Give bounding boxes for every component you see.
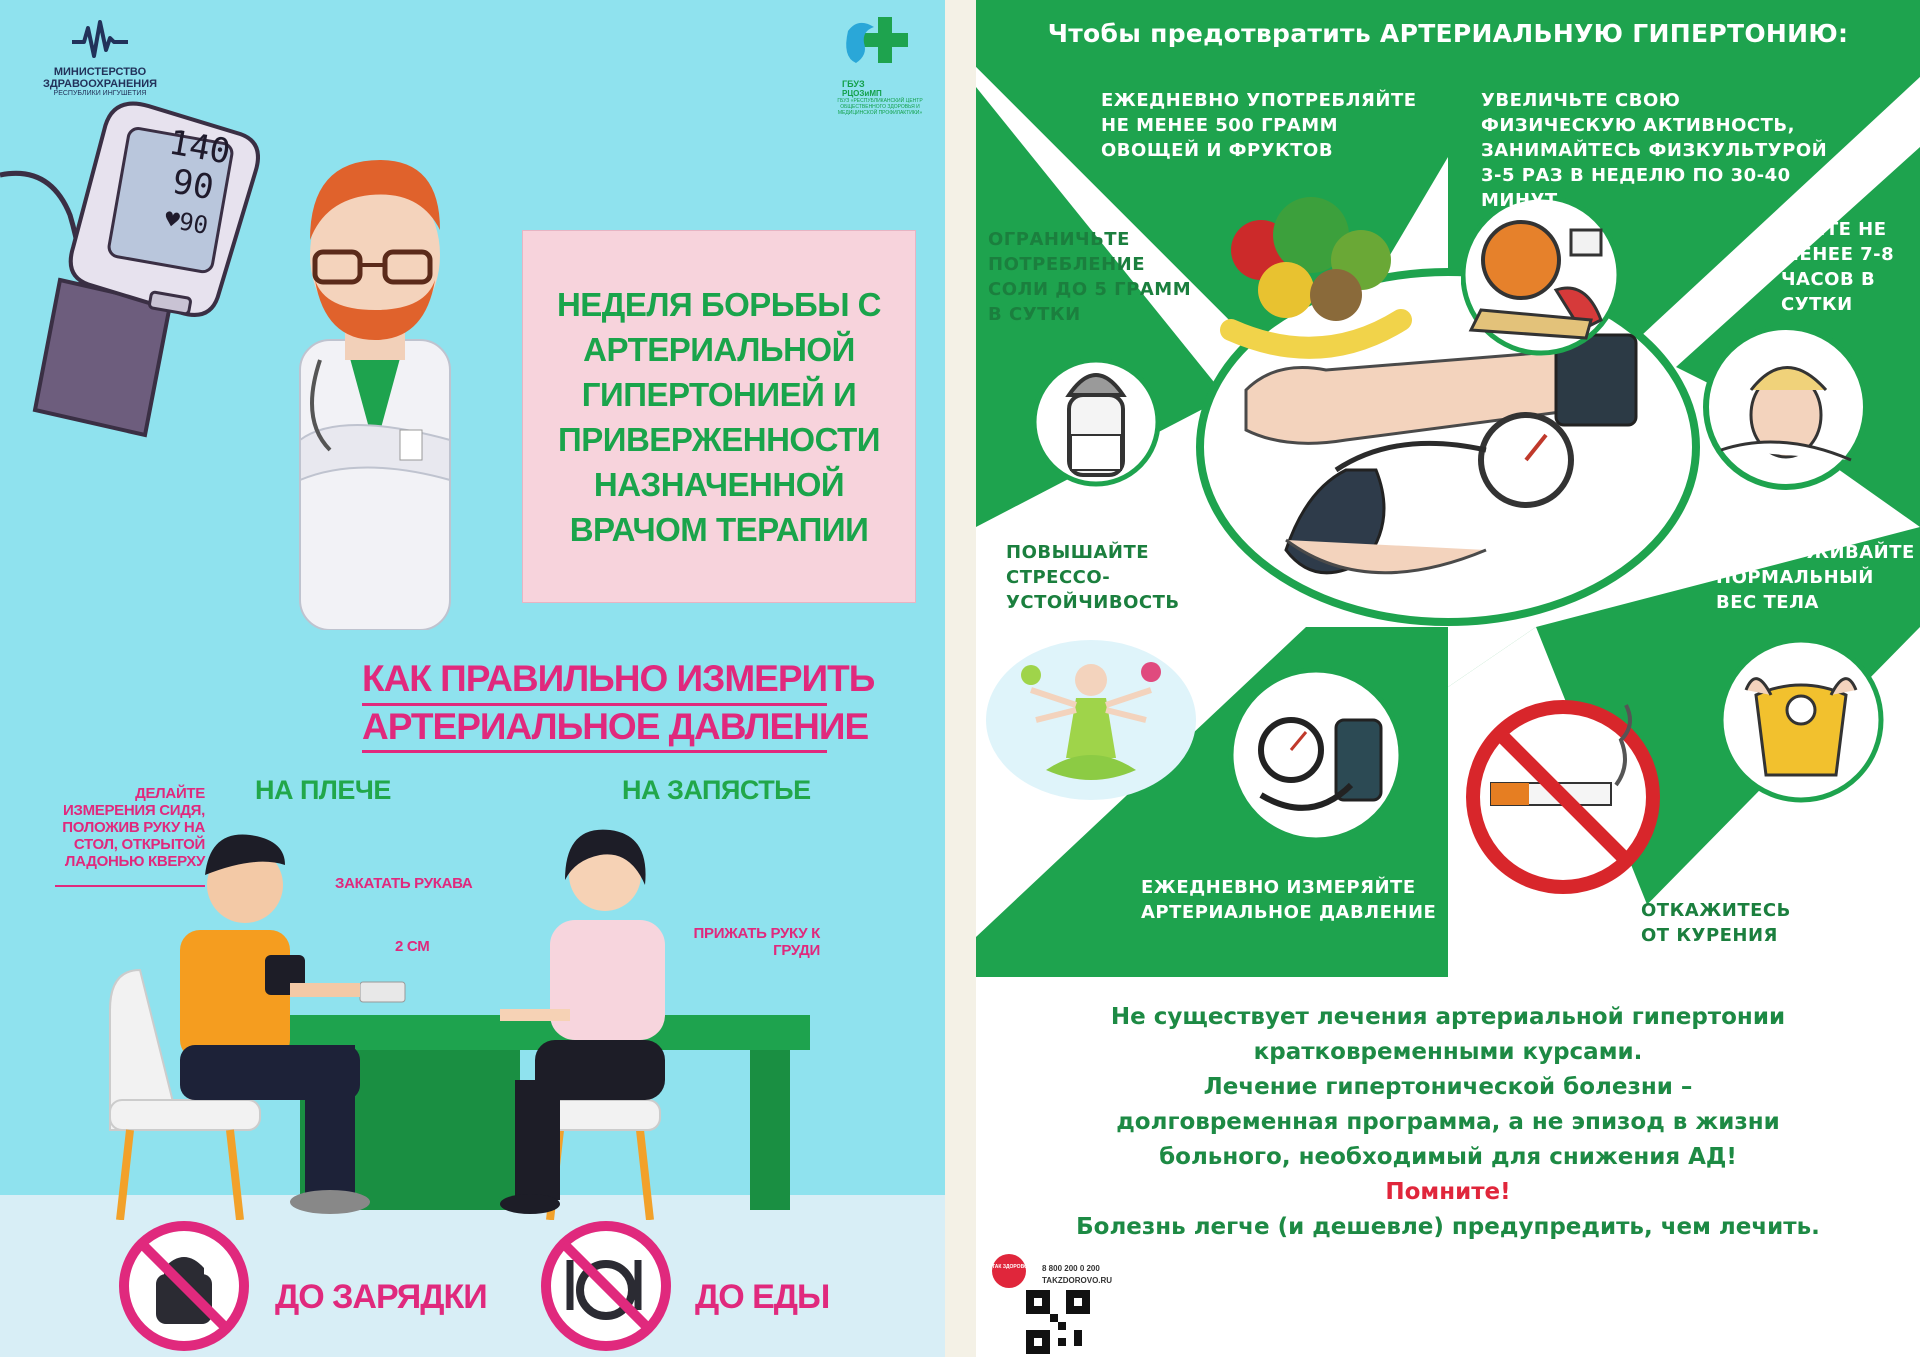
note-sitting: ДЕЛАЙТЕ ИЗМЕРЕНИЯ СИДЯ, ПОЛОЖИВ РУКУ НА СТОЛ, ОТКРЫТОЙ ЛАДОНЬЮ КВЕРХУ: [62, 785, 205, 870]
ministry-line2: ЗДРАВООХРАНЕНИЯ: [42, 78, 158, 90]
week-title: НЕДЕЛЯ БОРЬБЫ С АРТЕРИАЛЬНОЙ ГИПЕРТОНИЕЙ И ПРИВЕРЖЕННОСТИ НАЗНАЧЕННОЙ ВРАЧОМ ТЕРАПИИ: [556, 285, 882, 548]
body-line5: больного, необходимый для снижения АД!: [1159, 1144, 1737, 1170]
shoulder-label: НА ПЛЕЧЕ: [255, 775, 391, 805]
tak-zdorovo-logo-icon: [991, 1253, 1027, 1289]
gbuz-abbr: ГБУЗ: [842, 79, 865, 89]
tonometer-icon: [1221, 665, 1411, 845]
treatment-message: [976, 1000, 1920, 1245]
remember-label: Помните!: [1385, 1179, 1511, 1205]
poster-divider: [945, 0, 976, 1357]
wrist-label: НА ЗАПЯСТЬЕ: [622, 775, 811, 805]
ministry-line3: РЕСПУБЛИКИ ИНГУШЕТИЯ: [53, 90, 147, 97]
bp-diastolic: 90: [169, 161, 217, 209]
ministry-line1: МИНИСТЕРСТВО: [53, 66, 147, 78]
tip-vegetables: ЕЖЕДНЕВНО УПОТРЕБЛЯЙТЕ НЕ МЕНЕЕ 500 ГРАММ ОВОЩЕЙ И ФРУКТОВ: [1101, 90, 1417, 161]
bp-systolic: 140: [165, 122, 234, 173]
prevention-header-text: Чтобы предотвратить АРТЕРИАЛЬНУЮ ГИПЕРТОНИЮ:: [1047, 19, 1849, 48]
tip-sleep: СПИТЕ НЕ МЕНЕЕ 7-8 ЧАСОВ В СУТКИ: [1781, 219, 1895, 315]
note-distance: 2 СМ: [395, 938, 430, 955]
measure-title-line1: КАК ПРАВИЛЬНО ИЗМЕРИТЬ: [362, 658, 875, 699]
qr-code-icon: [1026, 1290, 1090, 1354]
measure-title-line2: АРТЕРИАЛЬНОЕ ДАВЛЕНИЕ: [362, 706, 869, 747]
vegetables-icon: [1191, 180, 1431, 360]
title-underline: [362, 750, 827, 753]
no-exercise-icon: [118, 1220, 250, 1352]
title-underline: [362, 703, 827, 706]
pulse-logo-icon: [70, 18, 130, 62]
prevention-header: [976, 0, 1920, 67]
footer-badge: ТАК ЗДОРОВО: [992, 1264, 1028, 1270]
bp-pulse: 90: [176, 207, 211, 240]
tip-stress: ПОВЫШАЙТЕ СТРЕССО-УСТОЙЧИВОСТЬ: [1006, 542, 1180, 613]
ministry-logo: [30, 18, 170, 97]
tip-salt: ОГРАНИЧЬТЕ ПОТРЕБЛЕНИЕ СОЛИ ДО 5 ГРАММ В СУТКИ: [988, 229, 1192, 325]
gbuz-caption: ГБУЗ «РЕСПУБЛИКАНСКИЙ ЦЕНТР ОБЩЕСТВЕННОГО ЗДОРОВЬЯ И МЕДИЦИНСКОЙ ПРОФИЛАКТИКИ»: [837, 98, 923, 116]
medical-cross-icon: [838, 15, 918, 75]
tip-smoking: ОТКАЖИТЕСЬ ОТ КУРЕНИЯ: [1641, 900, 1791, 946]
note-sleeve: ЗАКАТАТЬ РУКАВА: [335, 875, 473, 892]
no-smoking-icon: [1461, 695, 1666, 900]
body-line3: Лечение гипертонической болезни –: [1203, 1074, 1693, 1100]
tip-activity: УВЕЛИЧЬТЕ СВОЮ ФИЗИЧЕСКУЮ АКТИВНОСТЬ, ЗАНИМАЙТЕСЬ ФИЗКУЛЬТУРОЙ 3-5 РАЗ В НЕДЕЛЮ ПО 30-40 МИНУТ: [1481, 90, 1828, 211]
tip-weight: ПОДДЕРЖИВАЙТЕ НОРМАЛЬНЫЙ ВЕС ТЕЛА: [1716, 542, 1915, 613]
heart-icon: ♥: [162, 204, 182, 235]
footer-site: TAKZDOROVO.RU: [1042, 1276, 1113, 1285]
before-meal-label: ДО ЕДЫ: [695, 1278, 830, 1316]
right-poster: [976, 0, 1920, 1357]
no-food-icon: [540, 1220, 672, 1352]
left-poster: [0, 0, 945, 1357]
scales-icon: [1716, 635, 1886, 805]
salt-shaker-icon: [1031, 335, 1161, 510]
sleeping-person-icon: [1691, 320, 1881, 495]
before-exercise-label: ДО ЗАРЯДКИ: [275, 1278, 487, 1316]
week-title-box: [522, 230, 916, 603]
note-wrist: ПРИЖАТЬ РУКУ К ГРУДИ: [693, 925, 820, 959]
gbuz-abbr2: РЦОЗиМП: [842, 89, 882, 98]
tip-measure: ЕЖЕДНЕВНО ИЗМЕРЯЙТЕ АРТЕРИАЛЬНОЕ ДАВЛЕНИЕ: [1141, 877, 1437, 923]
gbuz-logo: [820, 15, 940, 116]
body-line1: Не существует лечения артериальной гипертонии: [1110, 1004, 1786, 1030]
final-line: Болезнь легче (и дешевле) предупредить, чем лечить.: [1076, 1214, 1820, 1240]
measuring-scene-illustration: [30, 820, 910, 1220]
doctor-illustration: [260, 160, 490, 630]
body-line4: долговременная программа, а не эпизод в жизни: [1116, 1109, 1780, 1135]
body-line2: кратковременными курсами.: [1253, 1039, 1643, 1065]
footer-phone: 8 800 200 0 200: [1042, 1264, 1100, 1273]
meditation-icon: [976, 610, 1206, 810]
